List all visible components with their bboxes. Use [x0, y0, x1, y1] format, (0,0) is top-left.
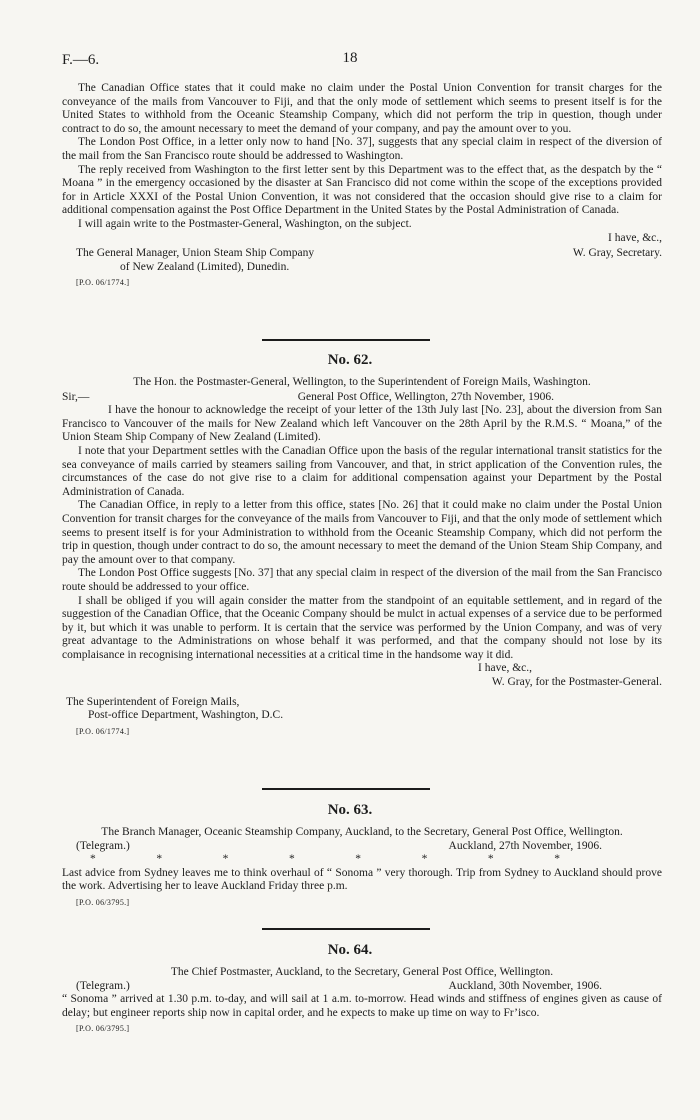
- star: *: [288, 853, 295, 866]
- star: *: [90, 853, 96, 866]
- letter-heading: No. 63.: [327, 802, 373, 818]
- closing: I have, &c.,: [608, 231, 662, 244]
- star: *: [156, 853, 163, 866]
- telegram-label: (Telegram.): [76, 839, 130, 852]
- from-to-line: The Branch Manager, Oceanic Steamship Company, Auckland, to the Secretary, General Post Office, Wellington.: [101, 826, 623, 838]
- telegram-body: Last advice from Sydney leaves me to think overhaul of “ Sonoma ” very thorough. Trip from Sydney to Auckland should prove the work. Advertising her to leave Auckland Friday three p.m.: [62, 866, 662, 893]
- telegram-row: [62, 980, 662, 994]
- page-number: 18: [342, 50, 358, 66]
- place-date: General Post Office, Wellington, 27th November, 1906.: [297, 390, 554, 403]
- paragraph: The London Post Office, in a letter only now to hand [No. 37], suggests that any special claim in respect of the diversion of the mail from the San Francisco route should be addressed to Washington.: [62, 136, 662, 162]
- paragraph: I note that your Department settles with the Canadian Office upon the basis of the regular international transit statistics for the sea conveyance of mails carried by steamers sailing from Vancouver, and that, in strict application of the Convention rules, the circumstances of the case do not give rise to a claim for additional compensation against your Department by the Postal Administration of Canada.: [62, 444, 662, 498]
- letter-64: [62, 966, 662, 1036]
- paragraph: The reply received from Washington to the first letter sent by this Department was to the effect that, as the despatch by the “ Moana ” in the emergency occasioned by the disaster at San Francisco did not come within the scope of the exceptions provided for in Article XXXI of the Postal Union Convention, it was not considered that the occasion should give rise to a claim for additional compensation against the Post Office Department in the United States by the Postal Administration of Canada.: [62, 163, 662, 217]
- signature: W. Gray, for the Postmaster-General.: [491, 676, 662, 689]
- paragraph: The London Post Office suggests [No. 37] that any special claim in respect of the diversion of the mail from the San Francisco route should be addressed to your office.: [62, 567, 662, 593]
- paragraph: I will again write to the Postmaster-General, Washington, on the subject.: [78, 217, 412, 230]
- paragraph: The Canadian Office states that it could make no claim under the Postal Union Convention for transit charges for the conveyance of the mails from Vancouver to Fiji, and that the only mode of settlement which seems to present itself is for the United States to withhold from the Oceanic Steamship Company, which did not perform the trip in question, though under contract to do so, the amount necessary to meet the demand of your company, and pay the amount over to you.: [62, 82, 662, 135]
- telegram-label: (Telegram.): [76, 979, 130, 992]
- file-reference: [P.O. 06/3795.]: [76, 1024, 130, 1034]
- addressee-signature-row: [76, 247, 662, 261]
- file-reference: [P.O. 06/1774.]: [76, 278, 130, 288]
- star: *: [421, 853, 428, 866]
- file-reference: [P.O. 06/3795.]: [76, 897, 130, 907]
- salutation: Sir,—: [62, 390, 90, 403]
- place-date: Auckland, 30th November, 1906.: [448, 979, 602, 992]
- letter-heading: No. 64.: [327, 942, 373, 958]
- telegram-body: “ Sonoma ” arrived at 1.30 p.m. to-day, and will sail at 1 a.m. to-morrow. Head winds and stiffness of engines given as cause of delay; but engineer reports ship now in capital order, and he expects to make up time on way to Fr’isco.: [62, 993, 662, 1019]
- addressee-line: The Superintendent of Foreign Mails,: [66, 695, 240, 708]
- paragraph: The Canadian Office, in reply to a letter from this office, states [No. 26] that it could make no claim under the Postal Union Convention for transit charges for the conveyance of the mails from Vancouver to Fiji, and that the only mode of settlement which seems to present itself is for your Administration to withhold from the Oceanic Steamship Company, which did not perform the trip in question, though under contract to do so, the amount necessary to meet the demand of the Union Steam Ship Company, and pay the amount over to that company.: [62, 499, 662, 566]
- addressee-line: The General Manager, Union Steam Ship Company: [76, 247, 315, 260]
- letter-62: [62, 376, 662, 738]
- star: *: [554, 853, 560, 866]
- star: *: [222, 853, 229, 866]
- addressee-line: Post-office Department, Washington, D.C.: [88, 709, 284, 722]
- paragraph: I have the honour to acknowledge the receipt of your letter of the 13th July last [No. 23], about the diversion from San Francisco to Vancouver of the mails for New Zealand which left Vancouver on the 28th April by the R.M.S. “ Moana,” of the Union Steam Ship Company of New Zealand (Limited).: [62, 404, 662, 444]
- letter-heading: No. 62.: [327, 352, 373, 368]
- closing: I have, &c.,: [478, 662, 532, 675]
- previous-letter: [62, 82, 662, 290]
- from-to-line: The Hon. the Postmaster-General, Wellington, to the Superintendent of Foreign Mails, Washington.: [133, 376, 591, 388]
- paragraph: I shall be obliged if you will again consider the matter from the standpoint of an equitable settlement, and in regard of the suggestion of the Canadian Office, that the Oceanic Company should be mulct in actual expenses of a service due to be performed by it, but which it was unable to perform. It is certain that the service was performed by the Union Company, and was of very great advantage to the Administrations on whose behalf it was performed, and that the company should not lose by its complaisance in recognising international necessities at a critical time in the handsome way it did.: [62, 594, 662, 661]
- document-reference: F.—6.: [62, 52, 100, 68]
- signature: W. Gray, Secretary.: [572, 247, 662, 260]
- section-divider: [262, 788, 430, 790]
- from-to-line: The Chief Postmaster, Auckland, to the Secretary, General Post Office, Wellington.: [170, 966, 554, 978]
- section-divider: [262, 339, 430, 341]
- letter-63: [62, 826, 662, 910]
- elision-stars: [90, 853, 560, 867]
- salutation-row: [62, 391, 662, 405]
- telegram-row: [62, 840, 662, 854]
- star: *: [487, 853, 494, 866]
- file-reference: [P.O. 06/1774.]: [76, 726, 130, 736]
- addressee-line: of New Zealand (Limited), Dunedin.: [120, 260, 290, 273]
- section-divider: [262, 928, 430, 930]
- place-date: Auckland, 27th November, 1906.: [448, 839, 602, 852]
- star: *: [355, 853, 361, 866]
